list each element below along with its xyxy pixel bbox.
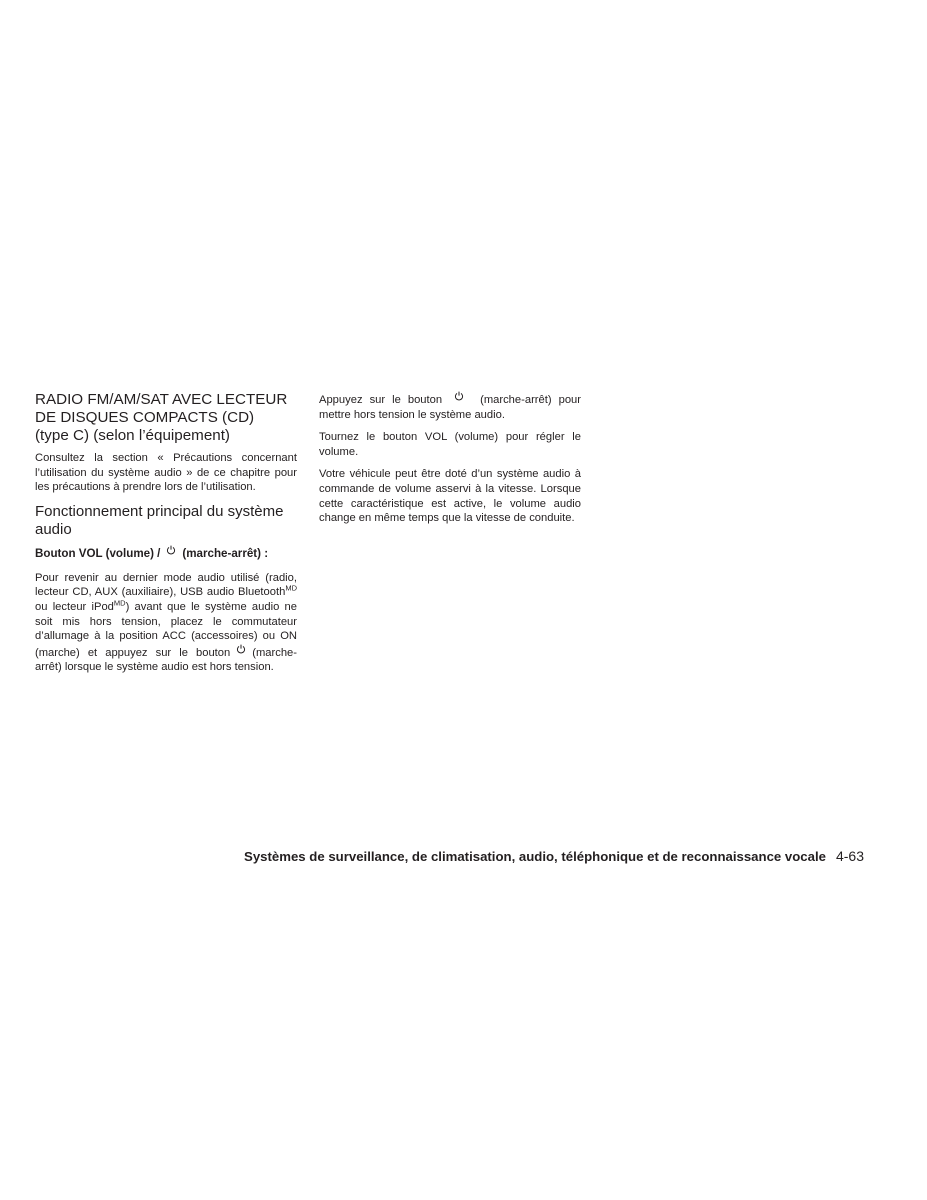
para-text-3: ) avant que le système audio ne soit mis hors tension, placez le commutateur d’allumage à la position ACC (accessoires) ou ON (marche) et appuyez sur le bouton [35, 600, 297, 659]
page-number: 4-63 [835, 848, 864, 864]
intro-paragraph: Consultez la section « Précautions concernant l’utilisation du système audio » de ce chapitre pour les précautions à prendre lors de l’utilisation. [35, 452, 297, 494]
para-text-2: ou lecteur iPod [35, 600, 114, 613]
para-text-1: Pour revenir au dernier mode audio utilisé (radio, lecteur CD, AUX (auxiliaire), USB audio Bluetooth [35, 571, 297, 599]
power-icon [166, 545, 176, 555]
section-heading-line-3: (type C) (selon l’équipement) [35, 427, 230, 444]
section-heading [35, 391, 297, 445]
vol-button-title-text: Bouton VOL (volume) / [35, 546, 161, 560]
vol-button-title-suffix: (marche-arrêt) : [182, 546, 269, 560]
section-heading-line-1: RADIO FM/AM/SAT AVEC LECTEUR [35, 391, 288, 408]
trademark-sup-1: MD [285, 583, 297, 593]
section-heading-line-2: DE DISQUES COMPACTS (CD) [35, 409, 255, 426]
power-off-paragraph [319, 391, 581, 422]
page-footer [244, 848, 864, 864]
power-icon [454, 391, 464, 401]
speed-volume-paragraph: Votre véhicule peut être doté d’un système audio à commande de volume asservi à la vitesse. Lorsque cette caractéristique est active, le volume audio change en même temps que la vitesse de conduite. [319, 468, 581, 525]
volume-paragraph: Tournez le bouton VOL (volume) pour régler le volume. [319, 431, 581, 458]
right-column [319, 391, 581, 534]
chapter-title: Systèmes de surveillance, de climatisation, audio, téléphonique et de reconnaissance vocale [244, 849, 826, 864]
para-text-4: (marche-arrêt) lorsque le système audio est hors tension. [35, 646, 297, 674]
power-off-text-1: Appuyez sur le bouton [319, 394, 443, 406]
trademark-sup-2: MD [113, 598, 126, 608]
vol-button-title [35, 545, 297, 561]
left-column [35, 391, 297, 683]
power-icon [236, 644, 246, 654]
subheading: Fonctionnement principal du système audio [35, 502, 284, 538]
vol-button-paragraph [35, 571, 297, 675]
power-off-text-2: (marche-arrêt) pour mettre hors tension le système audio. [319, 394, 581, 421]
